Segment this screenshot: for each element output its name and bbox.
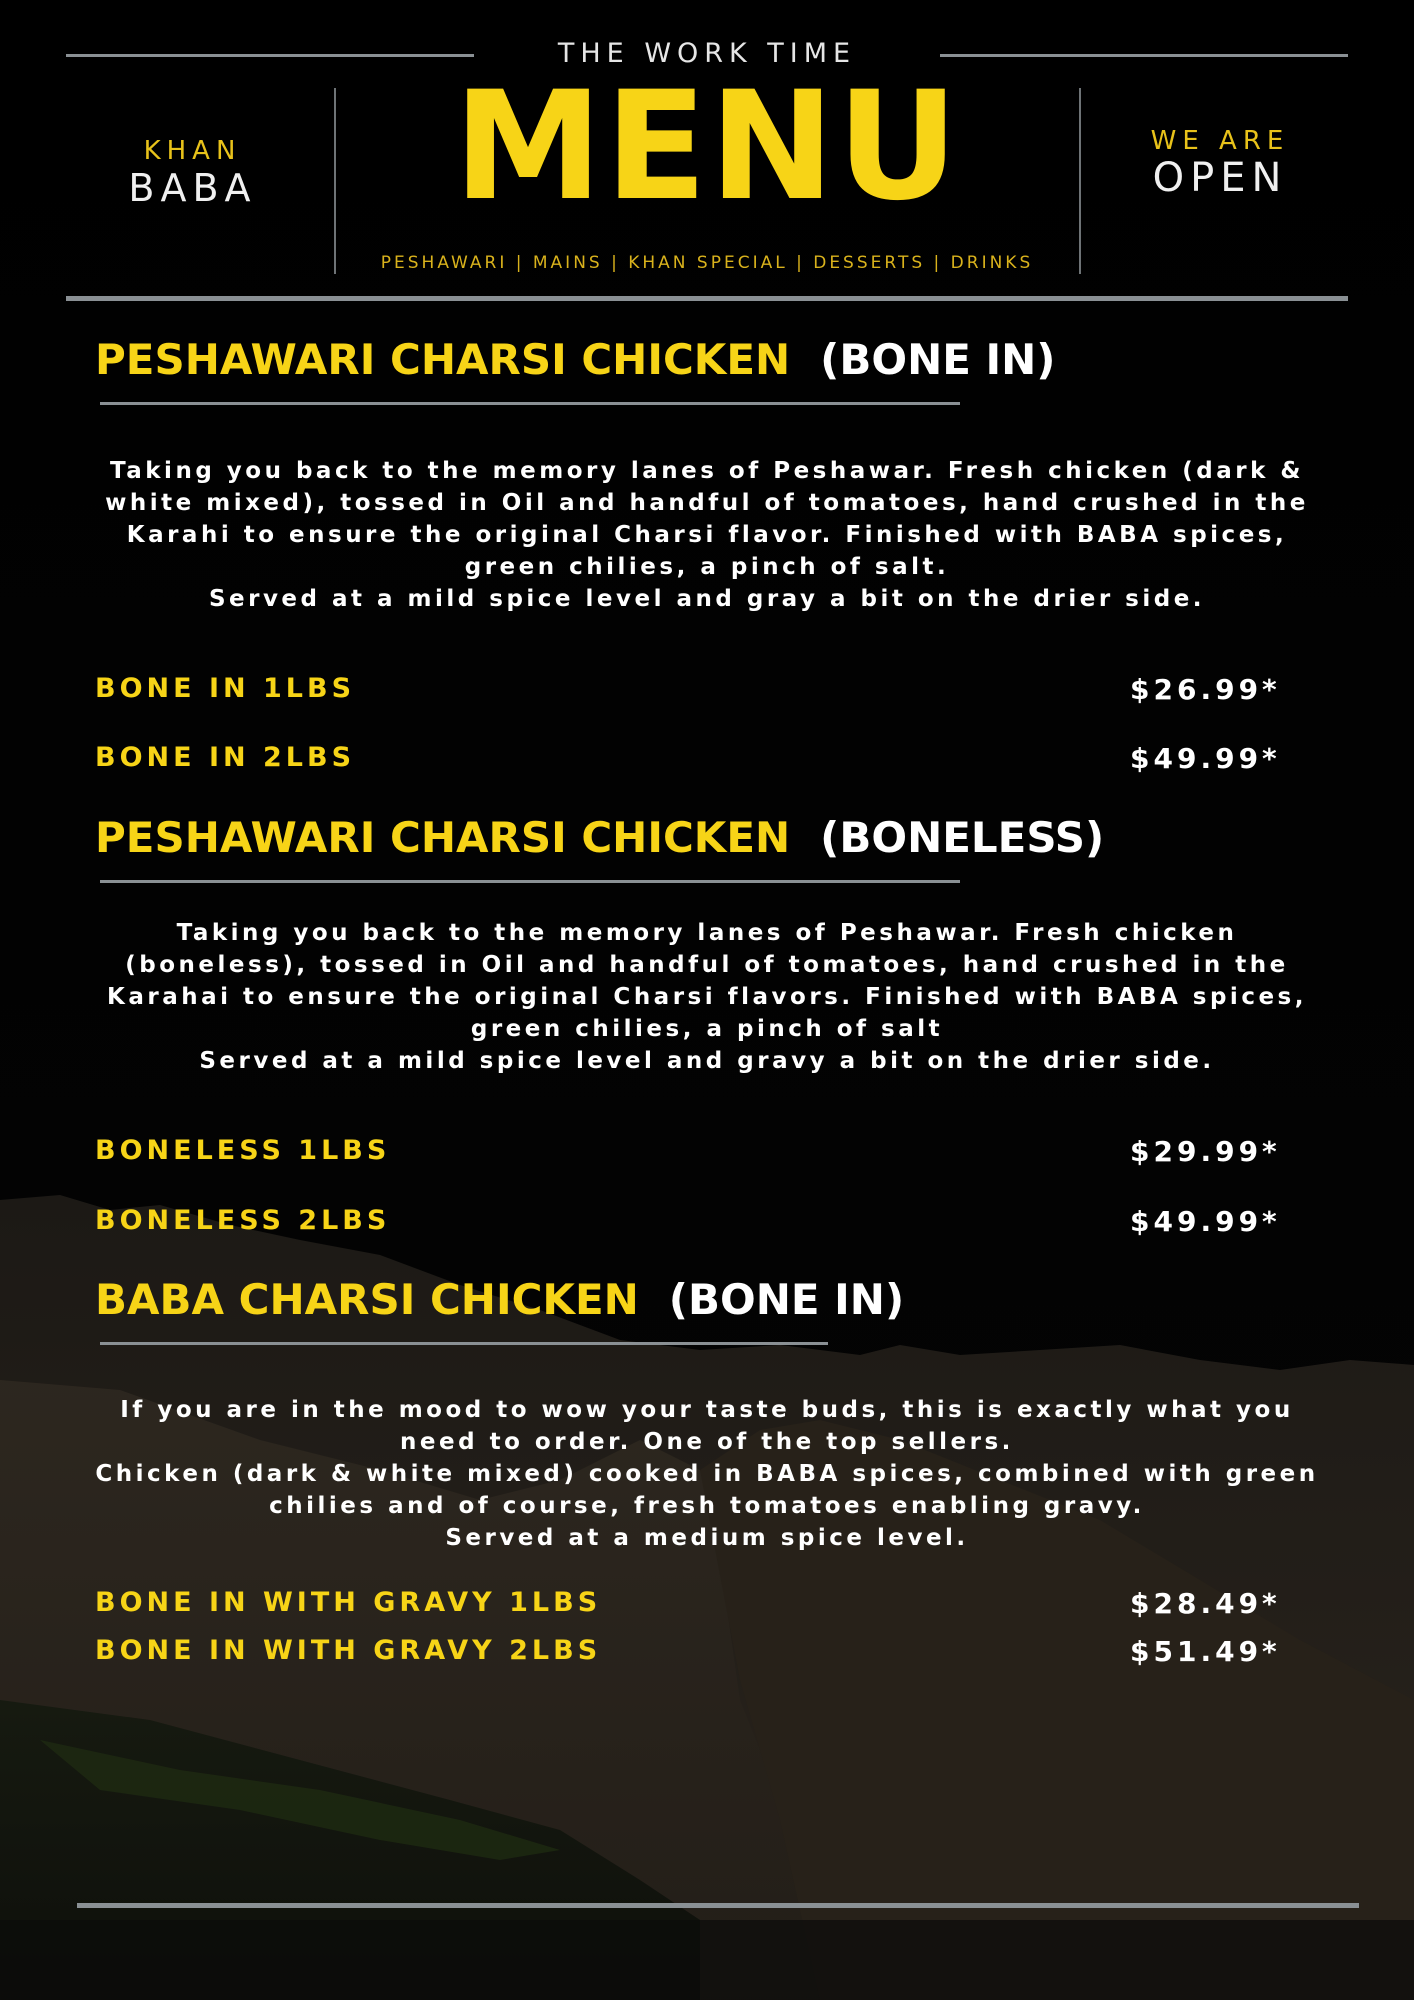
dish-variant: (BONE IN) (668, 1275, 905, 1324)
menu-item-price: $28.49* (1130, 1587, 1281, 1620)
header-rule-bottom (66, 296, 1348, 301)
header-rule-right (940, 54, 1348, 57)
footer-rule (77, 1903, 1359, 1908)
menu-item-name: BONE IN WITH GRAVY 2LBS (95, 1635, 602, 1666)
menu-item-price: $26.99* (1130, 673, 1281, 706)
dish-variant: (BONELESS) (820, 813, 1105, 862)
header-kicker: THE WORK TIME (557, 38, 857, 69)
header-divider-right (1079, 88, 1081, 274)
section-divider (100, 402, 960, 405)
brand-name-top: KHAN (143, 136, 242, 166)
description-line: Served at a medium spice level. (445, 1525, 969, 1551)
section-divider (100, 880, 960, 883)
description-line: Taking you back to the memory lanes of Peshawar. Fresh chicken (dark & white mixed), tossed in Oil and handful of tomatoes, hand crushed in the Karahi to ensure the original Charsi flavor. Finished with BABA spices, green chilies, a pinch of salt. (105, 458, 1309, 580)
menu-item-name: BONELESS 2LBS (95, 1205, 391, 1236)
status-label-bottom: OPEN (1152, 155, 1288, 201)
dish-description (95, 917, 1319, 1077)
dish-name: PESHAWARI CHARSI CHICKEN (95, 813, 791, 862)
dish-name: BABA CHARSI CHICKEN (95, 1275, 639, 1324)
description-line: Taking you back to the memory lanes of Peshawar. Fresh chicken (boneless), tossed in Oil and handful of tomatoes, hand crushed in the Karahai to ensure the original Charsi flavors. Finished with BABA spices, green chilies, a pinch of salt (107, 920, 1307, 1042)
brand-name-bottom: BABA (128, 166, 257, 210)
status-label-top: WE ARE (1150, 126, 1290, 156)
menu-item-price: $49.99* (1130, 1205, 1281, 1238)
section-title (95, 813, 1104, 862)
menu-title: MENU (453, 60, 961, 234)
dish-description (95, 1394, 1319, 1554)
menu-item-price: $49.99* (1130, 742, 1281, 775)
menu-item-price: $51.49* (1130, 1635, 1281, 1668)
menu-item-name: BONE IN 1LBS (95, 673, 356, 704)
header-divider-left (334, 88, 336, 274)
description-line: Served at a mild spice level and gravy a bit on the drier side. (199, 1048, 1215, 1074)
description-line: Served at a mild spice level and gray a bit on the drier side. (208, 586, 1206, 612)
header-rule-left (66, 54, 474, 57)
description-line: Chicken (dark & white mixed) cooked in BABA spices, combined with green chilies and of course, fresh tomatoes enabling gravy. (95, 1461, 1319, 1519)
section-title (95, 1275, 904, 1324)
menu-item-name: BONE IN 2LBS (95, 742, 356, 773)
description-line: If you are in the mood to wow your taste buds, this is exactly what you need to order. One of the top sellers. (120, 1397, 1294, 1455)
dish-variant: (BONE IN) (820, 335, 1056, 384)
category-list: PESHAWARI | MAINS | KHAN SPECIAL | DESSERTS | DRINKS (380, 253, 1034, 273)
dish-name: PESHAWARI CHARSI CHICKEN (95, 335, 791, 384)
dish-description (95, 455, 1319, 615)
menu-item-name: BONE IN WITH GRAVY 1LBS (95, 1587, 602, 1618)
section-divider (100, 1342, 828, 1345)
section-title (95, 335, 1056, 384)
menu-item-price: $29.99* (1130, 1135, 1281, 1168)
menu-item-name: BONELESS 1LBS (95, 1135, 391, 1166)
